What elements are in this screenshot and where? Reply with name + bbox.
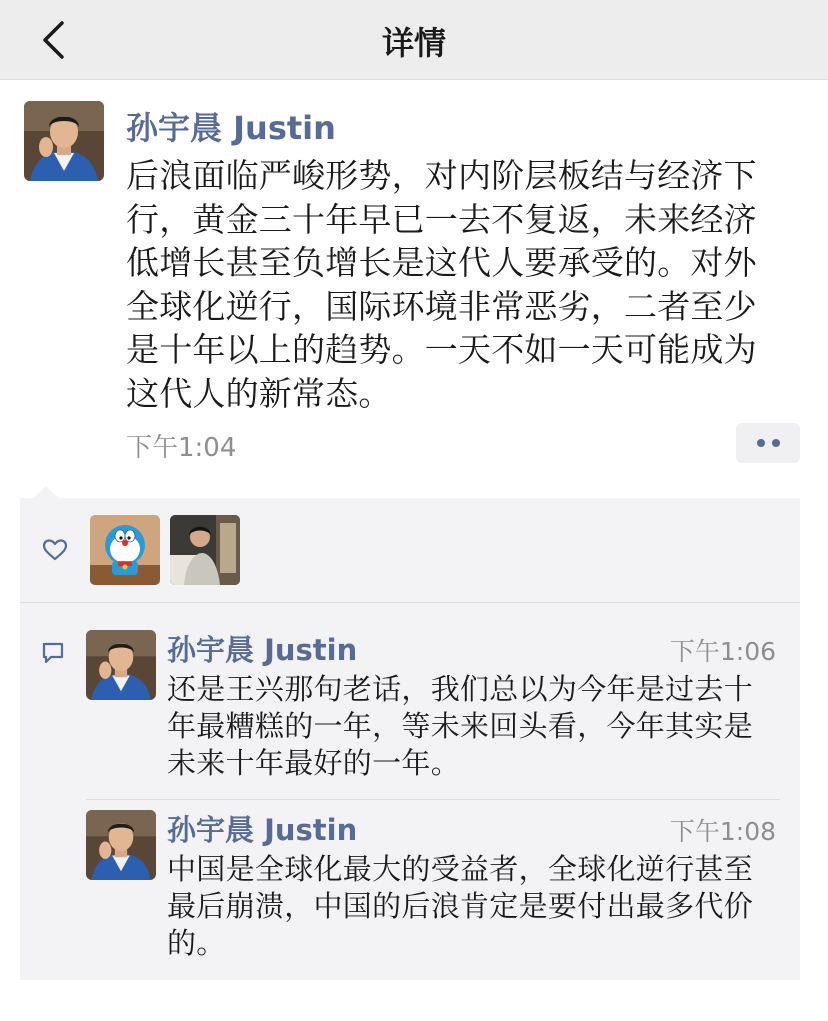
liker-avatar-boy[interactable] <box>170 515 240 585</box>
comment-author-name[interactable]: 孙宇晨 Justin <box>167 633 358 667</box>
comment-timestamp: 下午1:06 <box>669 637 776 666</box>
liker-avatar-doraemon[interactable] <box>90 515 160 585</box>
heart-icon <box>42 538 68 562</box>
likes-comments-divider <box>20 602 800 603</box>
more-actions-button[interactable] <box>736 423 800 463</box>
comment-text[interactable]: 还是王兴那句老话，我们总以为今年是过去十年最糟糕的一年，等未来回头看，今年其实是未来十年最好的一年。 <box>167 672 754 780</box>
comment-author-avatar[interactable] <box>86 810 156 880</box>
post-text: 后浪面临严峻形势，对内阶层板结与经济下行，黄金三十年早已一去不复返，未来经济低增长甚至负增长是这代人要承受的。对外全球化逆行，国际环境非常恶劣，二者至少是十年以上的趋势。一天不如一天可能成为这代人的新常态。 <box>126 156 757 413</box>
comment-author-name[interactable]: 孙宇晨 Justin <box>167 813 358 847</box>
comment-text[interactable]: 中国是全球化最大的受益者，全球化逆行甚至最后崩溃，中国的后浪肯定是要付出最多代价的。 <box>167 852 754 960</box>
panel-caret <box>34 486 58 498</box>
post-author-name[interactable]: 孙宇晨 Justin <box>126 109 336 147</box>
more-dots-icon <box>757 439 765 447</box>
post-timestamp: 下午1:04 <box>126 433 237 463</box>
page-title: 详情 <box>381 24 446 62</box>
comment-divider <box>86 799 780 800</box>
comment-timestamp: 下午1:08 <box>669 817 776 846</box>
comment-author-avatar[interactable] <box>86 630 156 700</box>
comment-icon <box>40 640 66 666</box>
nav-bar <box>0 0 828 80</box>
post-author-avatar[interactable] <box>24 101 104 181</box>
